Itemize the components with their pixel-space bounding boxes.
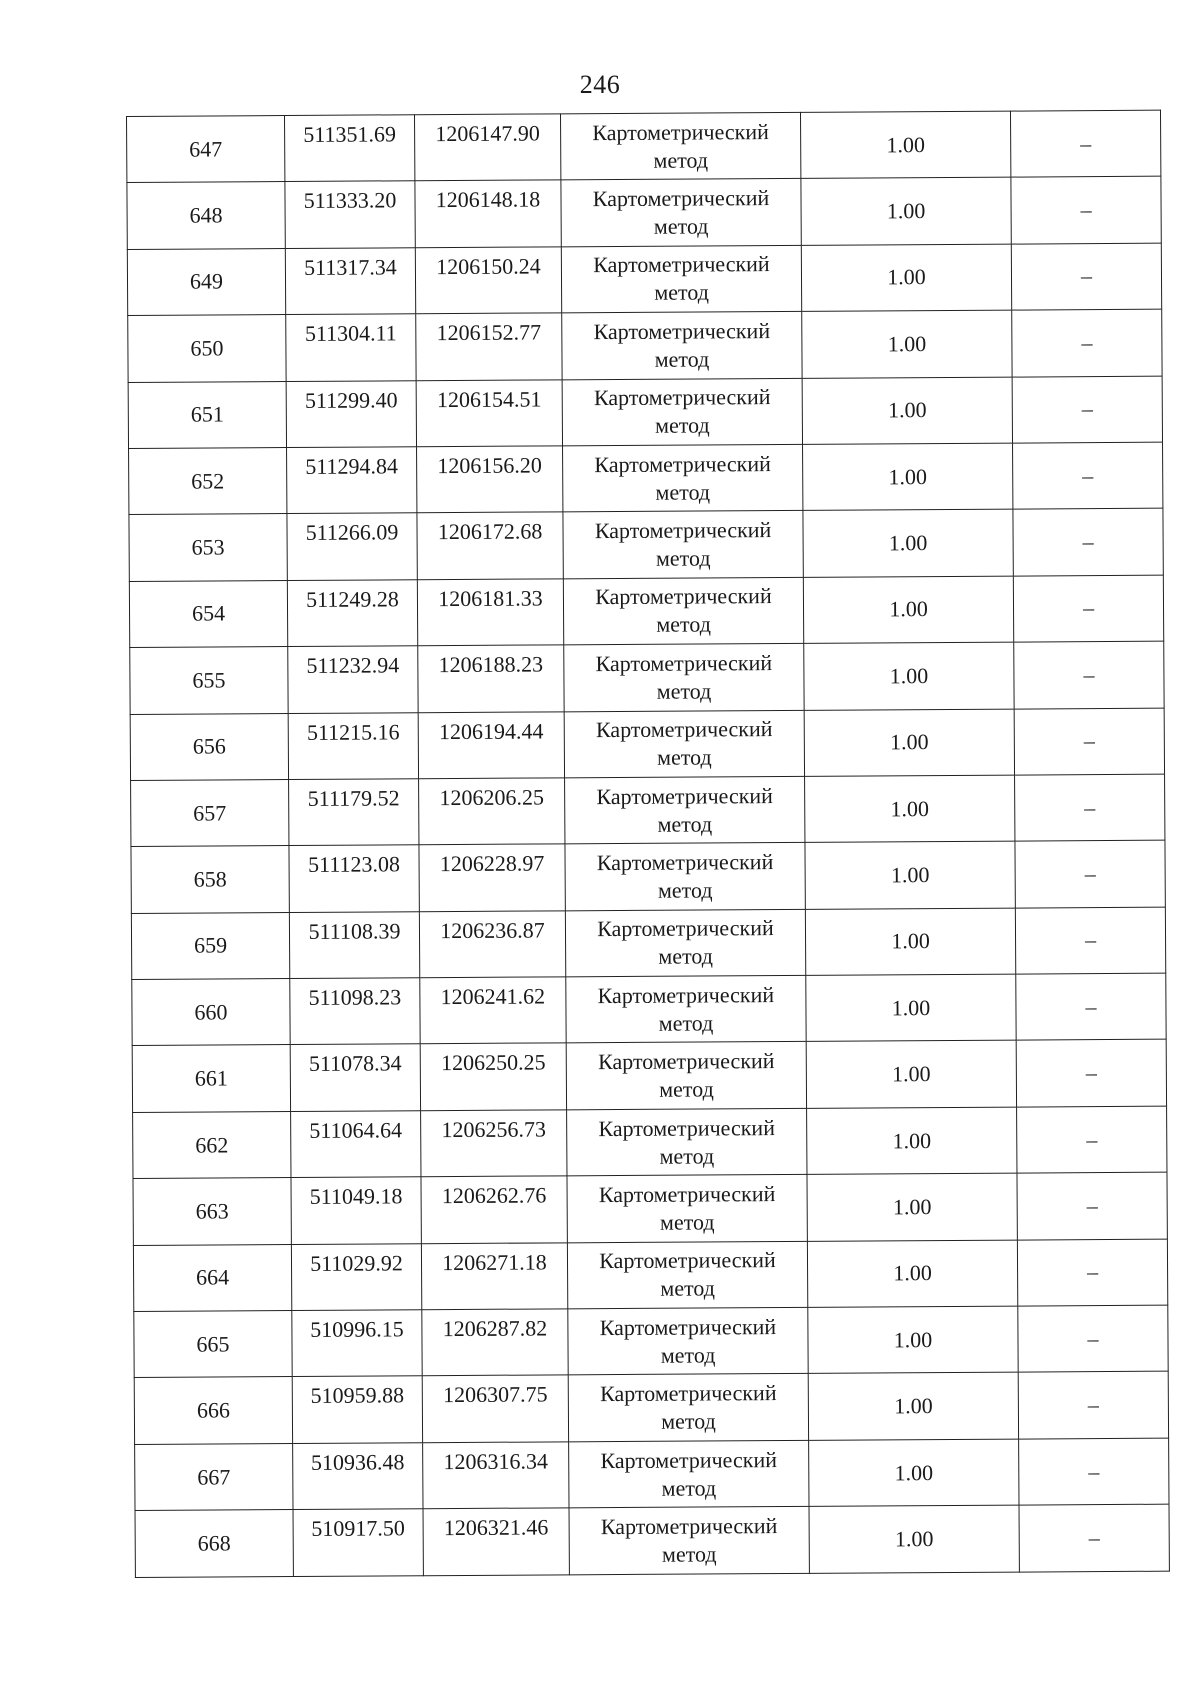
x-coordinate-cell: 511179.52 bbox=[289, 779, 419, 846]
point-number-cell: 664 bbox=[133, 1244, 291, 1311]
method-cell bbox=[562, 312, 802, 380]
method-line-1: Картометрический bbox=[594, 450, 771, 477]
method-line-1: Картометрический bbox=[595, 716, 773, 743]
method-line-2: метод bbox=[655, 479, 711, 505]
precision-cell: 1.00 bbox=[802, 310, 1012, 378]
method-cell bbox=[569, 1507, 809, 1575]
table-row bbox=[131, 774, 1165, 847]
method-cell bbox=[567, 1108, 807, 1176]
note-cell: – bbox=[1015, 840, 1165, 907]
precision-cell: 1.00 bbox=[801, 244, 1011, 312]
method-cell bbox=[564, 710, 804, 778]
method-line-1: Картометрический bbox=[599, 1313, 777, 1340]
method-line-2: метод bbox=[659, 1076, 714, 1102]
table-row bbox=[135, 1504, 1169, 1577]
precision-cell: 1.00 bbox=[808, 1306, 1018, 1374]
method-line-1: Картометрический bbox=[593, 251, 770, 278]
table-row bbox=[134, 1372, 1168, 1445]
y-coordinate-cell: 1206316.34 bbox=[423, 1442, 569, 1509]
x-coordinate-cell: 511049.18 bbox=[291, 1177, 421, 1244]
precision-cell: 1.00 bbox=[805, 775, 1015, 843]
method-line-1: Картометрический bbox=[597, 915, 774, 942]
method-line-1: Картометрический bbox=[597, 1048, 775, 1075]
precision-cell: 1.00 bbox=[803, 509, 1013, 577]
method-line-1: Картометрический bbox=[592, 185, 770, 212]
method-line-1: Картометрический bbox=[598, 1180, 776, 1208]
precision-cell: 1.00 bbox=[805, 841, 1015, 909]
table-row bbox=[127, 177, 1161, 250]
note-cell: – bbox=[1014, 641, 1164, 708]
method-cell bbox=[565, 909, 805, 977]
x-coordinate-cell: 511333.20 bbox=[285, 181, 415, 248]
x-coordinate-cell: 510917.50 bbox=[293, 1509, 423, 1576]
method-line-1: Картометрический bbox=[595, 583, 772, 610]
method-line-2: метод bbox=[657, 744, 712, 770]
note-cell: – bbox=[1013, 509, 1163, 576]
y-coordinate-cell: 1206271.18 bbox=[421, 1242, 567, 1309]
y-coordinate-cell: 1206188.23 bbox=[418, 645, 564, 712]
method-line-2: метод bbox=[660, 1342, 716, 1368]
table-row bbox=[130, 708, 1164, 781]
method-line-1: Картометрический bbox=[595, 649, 773, 676]
note-cell: – bbox=[1018, 1305, 1168, 1372]
point-number-cell: 667 bbox=[135, 1443, 293, 1510]
note-cell: – bbox=[1016, 973, 1166, 1040]
y-coordinate-cell: 1206154.51 bbox=[416, 379, 562, 446]
method-line-2: метод bbox=[654, 346, 710, 372]
method-cell bbox=[566, 1042, 806, 1110]
method-line-2: метод bbox=[659, 1142, 715, 1169]
point-number-cell: 653 bbox=[129, 514, 287, 581]
x-coordinate-cell: 511108.39 bbox=[289, 911, 419, 978]
point-number-cell: 661 bbox=[132, 1045, 290, 1112]
precision-cell: 1.00 bbox=[808, 1372, 1018, 1440]
note-cell: – bbox=[1013, 575, 1163, 642]
method-line-1: Картометрический bbox=[594, 517, 772, 544]
method-line-2: метод bbox=[655, 545, 711, 571]
table-row bbox=[133, 1239, 1167, 1312]
point-number-cell: 647 bbox=[127, 116, 285, 183]
precision-cell: 1.00 bbox=[800, 111, 1010, 179]
page-number: 246 bbox=[579, 70, 621, 99]
point-number-cell: 656 bbox=[130, 713, 288, 780]
note-cell: – bbox=[1019, 1438, 1169, 1505]
point-number-cell: 666 bbox=[134, 1377, 292, 1444]
method-line-2: метод bbox=[656, 611, 711, 638]
method-line-2: метод bbox=[658, 1010, 714, 1036]
method-line-1: Картометрический bbox=[597, 981, 775, 1008]
method-line-2: метод bbox=[657, 811, 713, 837]
table-row bbox=[134, 1305, 1168, 1378]
x-coordinate-cell: 511078.34 bbox=[290, 1044, 420, 1111]
y-coordinate-cell: 1206228.97 bbox=[419, 844, 565, 911]
method-line-2: метод bbox=[661, 1541, 717, 1567]
method-line-2: метод bbox=[653, 147, 709, 173]
table-row bbox=[133, 1106, 1167, 1179]
x-coordinate-cell: 510959.88 bbox=[292, 1376, 422, 1443]
x-coordinate-cell: 511123.08 bbox=[289, 845, 419, 912]
note-cell: – bbox=[1017, 1106, 1167, 1173]
method-cell bbox=[562, 378, 802, 446]
precision-cell: 1.00 bbox=[804, 709, 1014, 777]
note-cell: – bbox=[1013, 442, 1163, 509]
note-cell: – bbox=[1011, 243, 1161, 310]
note-cell: – bbox=[1017, 1239, 1167, 1306]
method-line-1: Картометрический bbox=[598, 1114, 775, 1141]
y-coordinate-cell: 1206206.25 bbox=[419, 778, 565, 845]
x-coordinate-cell: 511215.16 bbox=[288, 712, 418, 779]
note-cell: – bbox=[1012, 376, 1162, 443]
method-line-2: метод bbox=[655, 412, 710, 439]
precision-cell: 1.00 bbox=[803, 576, 1013, 644]
y-coordinate-cell: 1206307.75 bbox=[422, 1375, 568, 1442]
y-coordinate-cell: 1206250.25 bbox=[420, 1043, 566, 1110]
point-number-cell: 650 bbox=[128, 315, 286, 382]
point-number-cell: 662 bbox=[133, 1111, 291, 1178]
precision-cell: 1.00 bbox=[805, 908, 1015, 976]
method-cell bbox=[565, 843, 805, 911]
y-coordinate-cell: 1206172.68 bbox=[417, 512, 563, 579]
y-coordinate-cell: 1206156.20 bbox=[417, 446, 563, 513]
point-number-cell: 663 bbox=[133, 1178, 291, 1245]
precision-cell: 1.00 bbox=[806, 1041, 1016, 1109]
x-coordinate-cell: 511299.40 bbox=[286, 380, 416, 447]
table-row bbox=[128, 309, 1162, 382]
method-cell bbox=[561, 179, 801, 247]
method-cell bbox=[569, 1440, 809, 1508]
y-coordinate-cell: 1206256.73 bbox=[421, 1110, 567, 1177]
x-coordinate-cell: 511294.84 bbox=[287, 447, 417, 514]
method-cell bbox=[567, 1175, 807, 1243]
x-coordinate-cell: 511266.09 bbox=[287, 513, 417, 580]
precision-cell: 1.00 bbox=[809, 1439, 1019, 1507]
precision-cell: 1.00 bbox=[806, 974, 1016, 1042]
precision-cell: 1.00 bbox=[807, 1240, 1017, 1308]
x-coordinate-cell: 511317.34 bbox=[285, 248, 415, 315]
method-line-1: Картометрический bbox=[596, 782, 773, 809]
precision-cell: 1.00 bbox=[803, 443, 1013, 511]
x-coordinate-cell: 511351.69 bbox=[285, 115, 415, 182]
x-coordinate-cell: 510996.15 bbox=[292, 1310, 422, 1377]
y-coordinate-cell: 1206287.82 bbox=[422, 1309, 568, 1376]
method-cell bbox=[568, 1307, 808, 1375]
coordinates-table-body bbox=[127, 110, 1170, 1577]
table-row bbox=[127, 243, 1161, 316]
precision-cell: 1.00 bbox=[801, 177, 1011, 245]
y-coordinate-cell: 1206152.77 bbox=[416, 313, 562, 380]
x-coordinate-cell: 511029.92 bbox=[291, 1243, 421, 1310]
method-cell bbox=[564, 643, 804, 711]
method-cell bbox=[568, 1374, 808, 1442]
note-cell: – bbox=[1014, 708, 1164, 775]
method-line-1: Картометрический bbox=[600, 1512, 778, 1540]
method-cell bbox=[563, 444, 803, 512]
note-cell: – bbox=[1011, 177, 1161, 244]
method-cell bbox=[565, 776, 805, 844]
table-row bbox=[130, 641, 1164, 714]
x-coordinate-cell: 510936.48 bbox=[293, 1443, 423, 1510]
point-number-cell: 651 bbox=[128, 381, 286, 448]
method-line-1: Картометрический bbox=[599, 1380, 777, 1407]
y-coordinate-cell: 1206262.76 bbox=[421, 1176, 567, 1243]
method-line-2: метод bbox=[656, 678, 712, 704]
point-number-cell: 655 bbox=[130, 647, 288, 714]
method-line-2: метод bbox=[658, 943, 714, 970]
method-line-1: Картометрический bbox=[596, 849, 774, 876]
precision-cell: 1.00 bbox=[804, 642, 1014, 710]
table-row bbox=[131, 907, 1165, 980]
method-cell bbox=[566, 975, 806, 1043]
method-cell bbox=[567, 1241, 807, 1309]
point-number-cell: 649 bbox=[127, 248, 285, 315]
method-line-2: метод bbox=[661, 1474, 717, 1501]
x-coordinate-cell: 511098.23 bbox=[290, 978, 420, 1045]
point-number-cell: 654 bbox=[129, 580, 287, 647]
point-number-cell: 665 bbox=[134, 1311, 292, 1378]
point-number-cell: 659 bbox=[131, 912, 289, 979]
table-row bbox=[129, 442, 1163, 515]
table-row bbox=[135, 1438, 1169, 1511]
table-row bbox=[129, 575, 1163, 648]
method-cell bbox=[563, 577, 803, 645]
method-line-1: Картометрический bbox=[593, 317, 771, 345]
method-line-2: метод bbox=[653, 213, 709, 239]
method-cell bbox=[561, 245, 801, 313]
table-row bbox=[128, 376, 1162, 449]
method-line-1: Картометрический bbox=[593, 384, 771, 411]
y-coordinate-cell: 1206147.90 bbox=[414, 114, 560, 181]
y-coordinate-cell: 1206181.33 bbox=[417, 579, 563, 646]
precision-cell: 1.00 bbox=[807, 1107, 1017, 1175]
x-coordinate-cell: 511249.28 bbox=[287, 579, 417, 646]
note-cell: – bbox=[1016, 1040, 1166, 1107]
y-coordinate-cell: 1206148.18 bbox=[415, 180, 561, 247]
table-row bbox=[127, 110, 1161, 183]
note-cell: – bbox=[1017, 1172, 1167, 1239]
y-coordinate-cell: 1206150.24 bbox=[415, 247, 561, 314]
x-coordinate-cell: 511304.11 bbox=[286, 314, 416, 381]
y-coordinate-cell: 1206194.44 bbox=[418, 711, 564, 778]
precision-cell: 1.00 bbox=[802, 377, 1012, 445]
note-cell: – bbox=[1018, 1372, 1168, 1439]
point-number-cell: 660 bbox=[132, 979, 290, 1046]
table-row bbox=[132, 1040, 1166, 1113]
precision-cell: 1.00 bbox=[807, 1173, 1017, 1241]
note-cell: – bbox=[1012, 309, 1162, 376]
table-row bbox=[131, 840, 1165, 913]
note-cell: – bbox=[1015, 907, 1165, 974]
method-line-1: Картометрический bbox=[600, 1446, 778, 1473]
method-line-1: Картометрический bbox=[592, 118, 769, 145]
coordinates-table bbox=[126, 110, 1170, 1578]
method-line-2: метод bbox=[659, 1209, 715, 1235]
point-number-cell: 648 bbox=[127, 182, 285, 249]
method-line-2: метод bbox=[654, 279, 709, 306]
note-cell: – bbox=[1010, 110, 1160, 177]
point-number-cell: 657 bbox=[131, 779, 289, 846]
method-line-2: метод bbox=[657, 877, 713, 903]
point-number-cell: 658 bbox=[131, 846, 289, 913]
method-line-2: метод bbox=[660, 1275, 716, 1302]
y-coordinate-cell: 1206321.46 bbox=[423, 1508, 569, 1575]
table-row bbox=[133, 1172, 1167, 1245]
method-line-2: метод bbox=[661, 1408, 716, 1434]
note-cell: – bbox=[1019, 1504, 1169, 1571]
x-coordinate-cell: 511232.94 bbox=[288, 646, 418, 713]
point-number-cell: 652 bbox=[129, 447, 287, 514]
method-cell bbox=[563, 511, 803, 579]
method-cell bbox=[560, 112, 800, 180]
point-number-cell: 668 bbox=[135, 1510, 293, 1577]
table-row bbox=[129, 509, 1163, 582]
precision-cell: 1.00 bbox=[809, 1505, 1019, 1573]
y-coordinate-cell: 1206241.62 bbox=[420, 977, 566, 1044]
x-coordinate-cell: 511064.64 bbox=[291, 1111, 421, 1178]
y-coordinate-cell: 1206236.87 bbox=[419, 911, 565, 978]
note-cell: – bbox=[1015, 774, 1165, 841]
method-line-1: Картометрический bbox=[599, 1247, 776, 1274]
table-row bbox=[132, 973, 1166, 1046]
